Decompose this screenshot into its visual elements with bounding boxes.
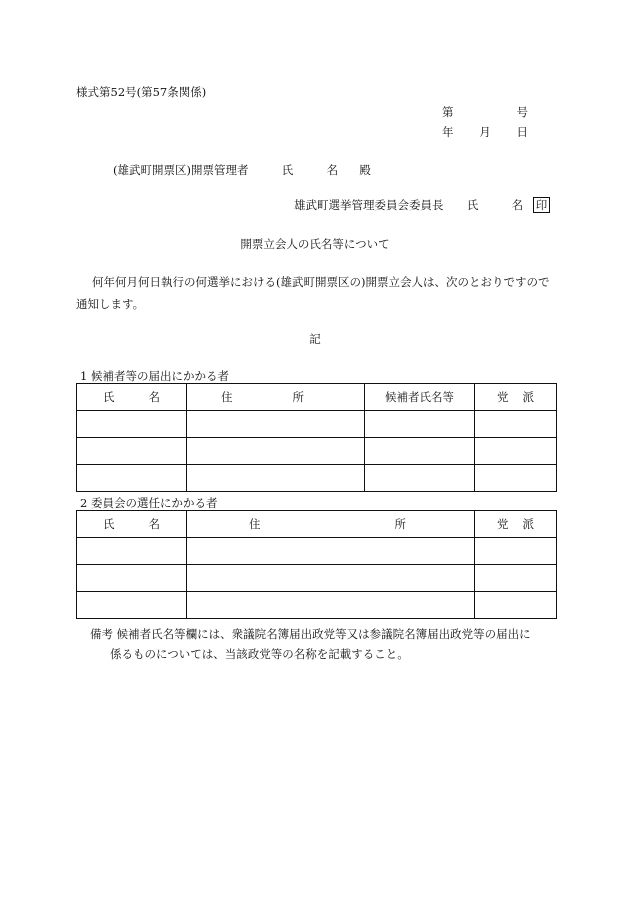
addressee xyxy=(113,162,371,178)
header-address: 住 所 xyxy=(187,511,475,538)
table-row xyxy=(77,438,557,465)
document-title: 開票立会人の氏名等について xyxy=(240,237,390,251)
addressee-mei: 名 xyxy=(326,163,339,177)
table-row xyxy=(77,465,557,492)
document-number xyxy=(442,104,528,120)
header-name: 氏 名 xyxy=(77,384,187,411)
year-label: 年 xyxy=(442,125,454,139)
header-candidate: 候補者氏名等 xyxy=(365,384,475,411)
month-label: 月 xyxy=(479,125,491,139)
addressee-office: (雄武町開票区)開票管理者 xyxy=(113,163,249,177)
table-row xyxy=(77,592,557,619)
dai-label: 第 xyxy=(442,105,454,119)
header-party: 党 派 xyxy=(475,511,557,538)
day-label: 日 xyxy=(516,125,528,139)
sender xyxy=(294,197,550,213)
ki-label: 記 xyxy=(309,332,321,346)
document-date xyxy=(442,124,528,140)
remarks-note xyxy=(90,624,560,664)
table-row xyxy=(77,411,557,438)
remarks-line1: 備考 候補者氏名等欄には、衆議院名簿届出政党等又は参議院名簿届出政党等の届出に xyxy=(90,627,531,641)
addressee-dono: 殿 xyxy=(359,163,371,177)
form-number: 様式第52号(第57条関係) xyxy=(76,85,207,99)
table-header-row xyxy=(77,384,557,411)
header-address: 住 所 xyxy=(187,384,365,411)
header-name: 氏 名 xyxy=(77,511,187,538)
remarks-line2: 係るものについては、当該政党等の名称を記載すること。 xyxy=(110,647,409,661)
sender-mei: 名 xyxy=(511,198,524,212)
section2-heading: 2 委員会の選任にかかる者 xyxy=(80,496,218,510)
table-header-row xyxy=(77,511,557,538)
sender-uji: 氏 xyxy=(466,198,479,212)
table-row xyxy=(77,565,557,592)
body-text: 何年何月何日執行の何選挙における(雄武町開票区の)開票立会人は、次のとおりですので通知します。 xyxy=(76,275,550,311)
sender-office: 雄武町選挙管理委員会委員長 xyxy=(294,198,444,212)
go-label: 号 xyxy=(516,105,528,119)
addressee-uji: 氏 xyxy=(281,163,294,177)
section2-table xyxy=(76,510,557,619)
section1-heading: 1 候補者等の届出にかかる者 xyxy=(80,369,229,383)
seal-mark: 印 xyxy=(533,197,551,213)
header-party: 党 派 xyxy=(475,384,557,411)
section1-table xyxy=(76,383,557,492)
table-row xyxy=(77,538,557,565)
